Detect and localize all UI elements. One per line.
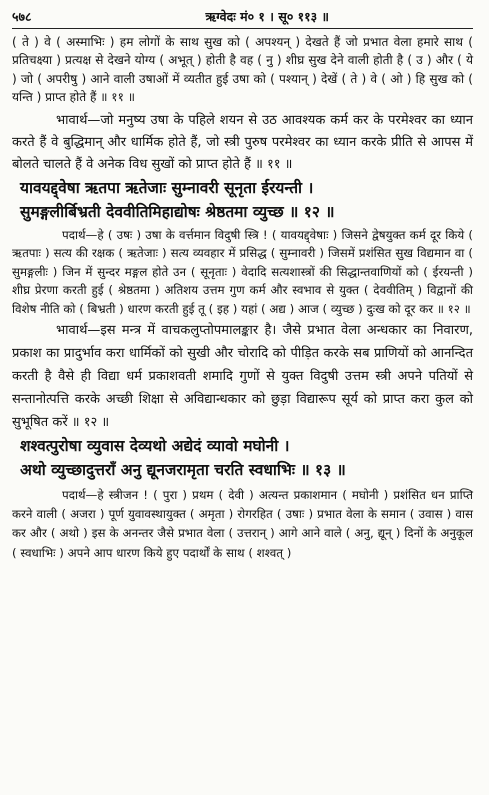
bhavarth-12: भावार्थ—इस मन्त्र में वाचकलुप्तोपमालङ्कार है। जैसे प्रभात वेला अन्धकार का निवारण, प्रकाश का प्रादुर्भाव करा धार्मिकों को सुखी और चोरादि को पीड़ित करके सब प्राणियों को आनन्दित करती है वैसे ही विद्या धर्म प्रकाशवती शमादि गुणों से युक्त विदुषी उत्तम स्त्री अपने पतियों से सन्तानोत्पत्ति करके अच्छी शिक्षा से अविद्यान्धकार को छुड़ा विद्यारूप सूर्य को प्राप्त करा कुल को सुभूषित करें ॥ १२ ॥ [12,322,473,430]
header-rule [12,28,473,29]
bhavarth-11: भावार्थ—जो मनुष्य उषा के पहिले शयन से उठ आवश्यक कर्म कर के परमेश्वर का ध्यान करते हैं वे बुद्धिमान् और धार्मिक होते हैं, जो स्त्री पुरुष परमेश्वर का ध्यान करके प्रीति से आपस में बोलते चालते हैं वे अनेक विध सुखों को प्राप्त होते हैं ॥ ११ ॥ [12,112,473,172]
mantra-12-line-2: सुमङ्गलीर्बिभ्रती देववीतिमिहाद्योषः श्रेष्ठतमा व्युच्छ ॥ १२ ॥ [20,202,335,221]
padarth-continuation: ( ते ) वे ( अस्माभिः ) हम लोगों के साथ सुख को ( अपश्यन् ) देखते हैं जो प्रभात वेला हमारे साथ ( प्रतिचक्ष्या ) प्रत्यक्ष से देखने योग्य ( अभूत् ) होती है वह ( नु ) शीघ्र सुख देने वाली होती है ( उ ) और ( ये ) जो ( अपरीषु ) आने वाली उषाओं में व्यतीत हुई उषा को ( पश्यान् ) देखें ( ते ) वे ( ओ ) हि सुख को ( यन्ति ) प्राप्त होते हैं ॥ ११ ॥ [12,35,473,105]
padarth-12: पदार्थ—हे ( उषः ) उषा के वर्त्तमान विदुषी स्त्रि ! ( यावयद्द्वेषाः ) जिसने द्वेषयुक्त कर्म दूर किये ( ऋतपाः ) सत्य की रक्षक ( ऋतेजाः ) सत्य व्यवहार में प्रसिद्ध ( सुम्नावरी ) जिसमें प्रशंसित सुख विद्यमान वा ( सुमङ्गलीः ) जिन में सुन्दर मङ्गल होते उन ( सूनृताः ) वेदादि सत्यशास्त्रों की सिद्धान्तवाणियों को ( ईरयन्ती ) शीघ्र प्रेरणा करती हुई ( श्रेष्ठतमा ) अतिशय उत्तम गुण कर्म और स्वभाव से युक्त ( देववीतिम् ) विद्वानों की विशेष नीति को ( बिभ्रती ) धारण करती हुई तू ( इह ) यहां ( अद्य ) आज ( व्युच्छ ) दुःख को दूर कर ॥ १२ ॥ [12,227,473,316]
page-number: ५७८ [12,9,32,24]
page-header [12,6,473,28]
padarth-13: पदार्थ—हे स्त्रीजन ! ( पुरा ) प्रथम ( देवी ) अत्यन्त प्रकाशमान ( मघोनी ) प्रशंसित धन प्राप्ति करने वाली ( अजरा ) पूर्ण युवावस्थायुक्त ( अमृता ) रोगरहित ( उषाः ) प्रभात वेला के समान ( उवास ) वास कर और ( अथो ) इस के अनन्तर जैसे प्रभात वेला ( उत्तरान् ) आगे आने वाले ( अनु, द्यून् ) दिनों के अनुकूल ( स्वधाभिः ) अपने आप धारण किये हुए पदार्थों के साथ ( शश्वत् ) [12,487,473,560]
mantra-13-line-2: अथो व्युच्छादुत्तराँ अनु द्यूनजरामृता चरति स्वधाभिः ॥ १३ ॥ [20,460,346,479]
running-title: ऋग्वेदः मं० १ । सू० ११३ ॥ [205,9,330,24]
mantra-13-line-1: शश्वत्पुरोषा व्युवास देव्यथो अद्येदं व्यावो मघोनी । [20,436,290,455]
mantra-12-line-1: यावयद्द्वेषा ऋतपा ऋतेजाः सुम्नावरी सूनृता ईरयन्ती । [20,178,314,197]
